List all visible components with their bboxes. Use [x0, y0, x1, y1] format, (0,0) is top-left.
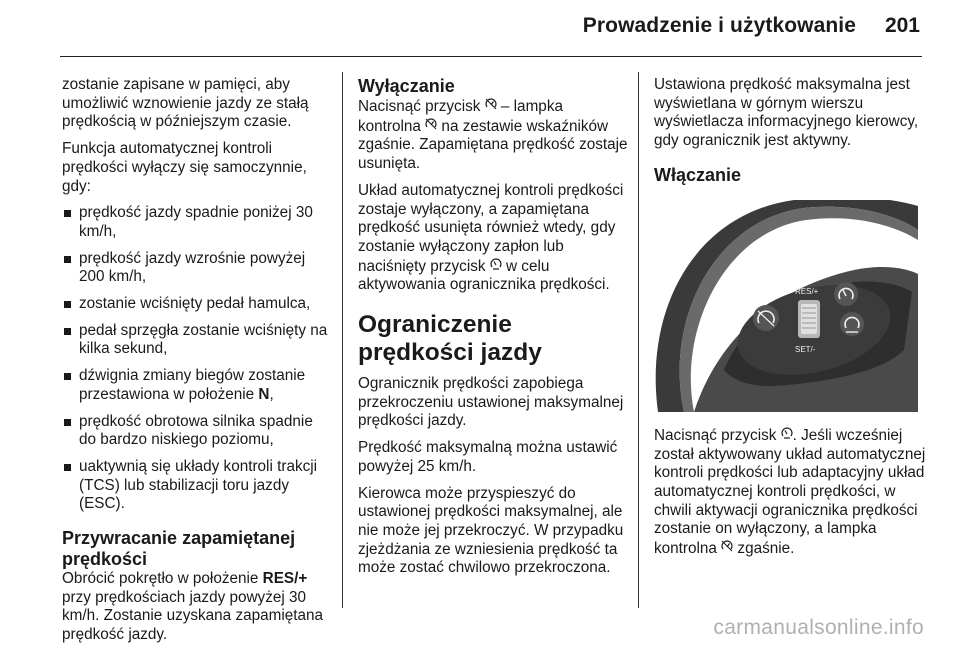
- list-item-text: dźwignia zmiany biegów zostanie przestawiona w położenie: [79, 367, 306, 403]
- column-1: [62, 76, 332, 653]
- watermark: carmanualsonline.info: [713, 616, 924, 639]
- paragraph: Funkcja automatycznej kontroli prędkości wyłączy się samoczynnie, gdy:: [62, 140, 307, 195]
- text-run: Obrócić pokrętło w położenie: [62, 570, 263, 588]
- section-heading-large: Ograniczenie prędkości jazdy: [358, 311, 542, 367]
- list-item: prędkość jazdy wzrośnie powyżej 200 km/h,: [62, 250, 332, 287]
- gear-position: N: [258, 385, 270, 403]
- column-2: [358, 76, 628, 586]
- text-run: Nacisnąć przycisk: [358, 98, 485, 115]
- column-divider-2: [638, 72, 639, 608]
- header-divider: [60, 56, 922, 57]
- section-heading: Włączanie: [654, 164, 742, 185]
- text-run: . Jeśli wcześniej został aktywowany układ automatycznej kontroli prędkości lub adaptacyjny układ automatycznej kontroli prędkości, w chwili aktywacji ogranicznika prędkości zostanie on wyłączony, a lampka kontrolna: [654, 426, 926, 558]
- list-item: prędkość obrotowa silnika spadnie do bardzo niskiego poziomu,: [62, 413, 332, 450]
- set-label: SET/-: [795, 344, 816, 354]
- column-divider-1: [342, 72, 343, 608]
- paragraph: Prędkość maksymalną można ustawić powyżej 25 km/h.: [358, 439, 618, 475]
- res-label: RES/+: [795, 286, 819, 296]
- page-number: 201: [884, 14, 920, 37]
- page-header: [0, 0, 960, 62]
- section-heading: Przywracanie zapamiętanej prędkości: [62, 528, 296, 570]
- text-run: Układ automatycznej kontroli prędkości zostaje wyłączony, a zapamiętana prędkość usunięta również wtedy, gdy zostanie wyłączony zapłon lub naciśnięty przycisk: [358, 181, 624, 275]
- paragraph: Ogranicznik prędkości zapobiega przekroczeniu ustawionej maksymalnej prędkości jazdy.: [358, 375, 624, 430]
- list-item: zostanie wciśnięty pedał hamulca,: [62, 295, 332, 314]
- paragraph: [62, 570, 332, 645]
- list-item-tail: ,: [269, 385, 274, 403]
- list-item: uaktywnią się układy kontroli trakcji (TCS) lub stabilizacji toru jazdy (ESC).: [62, 458, 332, 514]
- paragraph: zostanie zapisane w pamięci, aby umożliwić wznowienie jazdy ze stałą prędkością w późniejszym czasie.: [62, 76, 309, 131]
- paragraph: [358, 182, 628, 295]
- paragraph: [654, 426, 926, 559]
- column-3: [654, 76, 926, 567]
- cruise-off-icon: [721, 539, 733, 558]
- control-label: RES/+: [262, 570, 308, 588]
- text-run: zgaśnie.: [733, 540, 795, 558]
- cruise-off-icon: [485, 97, 497, 116]
- list-item: pedał sprzęgła zostanie wciśnięty na kilka sekund,: [62, 322, 332, 359]
- speed-limiter-icon: [490, 257, 502, 276]
- text-run: – lampka kontrolna: [358, 98, 563, 135]
- page-title: Prowadzenie i użytkowanie: [582, 14, 856, 37]
- text-run: przy prędkościach jazdy powyżej 30 km/h. Zostanie uzyskana zapamiętana prędkość jazdy.: [62, 588, 324, 644]
- cruise-off-icon: [425, 117, 437, 136]
- paragraph: Ustawiona prędkość maksymalna jest wyświetlana w górnym wierszu wyświetlacza informacyjnego kierowcy, gdy ogranicznik jest aktywny.: [654, 76, 919, 150]
- text-run: Nacisnąć przycisk: [654, 426, 781, 444]
- paragraph: [358, 97, 628, 174]
- list-item: [62, 367, 332, 404]
- paragraph: Kierowca może przyspieszyć do ustawionej prędkości maksymalnej, ale nie może jej przekroczyć. W przypadku zjeżdżania ze wzniesienia prędkość ta może zostać chwilowo przekroczona.: [358, 484, 624, 577]
- bullet-list: [62, 204, 332, 514]
- speed-limiter-icon: [781, 426, 793, 445]
- text-run: na zestawie wskaźników zgaśnie. Zapamiętana prędkość zostaje usunięta.: [358, 117, 628, 173]
- list-item: prędkość jazdy spadnie poniżej 30 km/h,: [62, 204, 332, 241]
- steering-wheel-illustration: [654, 200, 918, 412]
- section-heading: Wyłączanie: [358, 76, 455, 96]
- text-run: w celu aktywowania ogranicznika prędkości.: [358, 257, 610, 294]
